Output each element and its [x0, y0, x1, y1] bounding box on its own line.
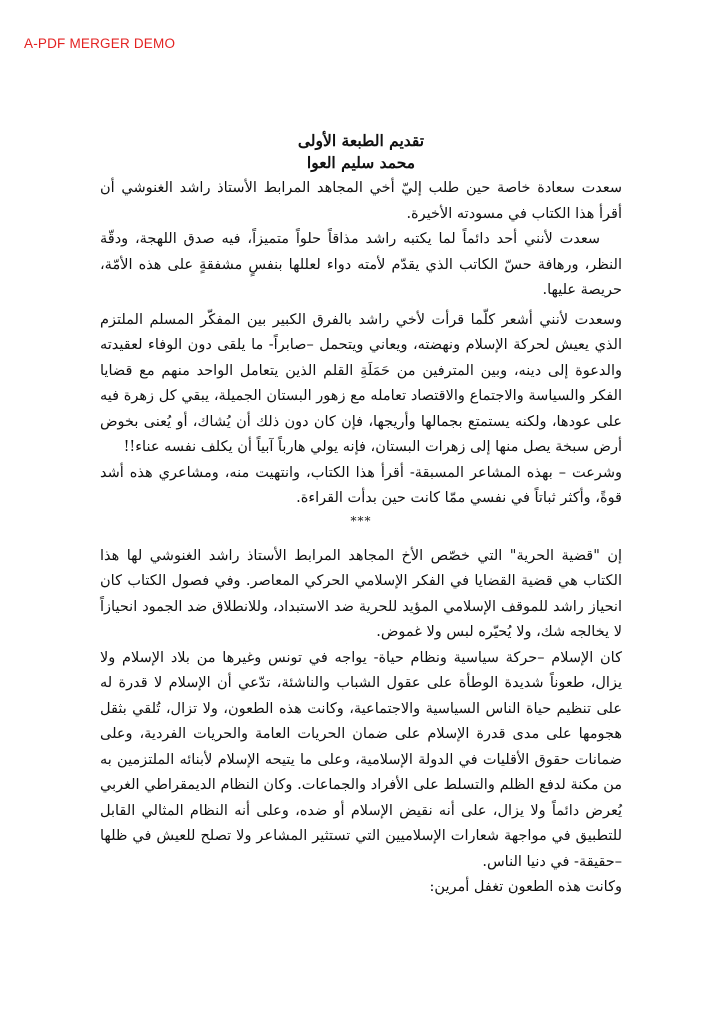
paragraph-freedom: إن "قضية الحرية" التي خصّص الأخ المجاهد المرابط الأستاذ راشد الغنوشي لها هذا الكتاب هي قضية القضايا في الفكر الإسلامي الحركي المعاصر. وفي فصول الكتاب كان انحياز راشد للموقف الإسلامي المؤيد للحرية ضد الاستبداد، وللانطلاق ضد الجمود انحيازاً لا يخالجه شك، ولا يُحيّره لبس ولا غموض.: [100, 547, 622, 640]
watermark: A-PDF MERGER DEMO: [24, 36, 176, 51]
document-page: [100, 130, 622, 901]
section-separator: ***: [350, 513, 372, 528]
paragraph-two-matters: وكانت هذه الطعون تغفل أمرين:: [429, 879, 622, 895]
paragraph-taste: سعدت لأنني أحد دائماً لما يكتبه راشد مذاقاً حلواً متميزاً، فيه صدق اللهجة، ودقّة النظر، ورهافة حسّ الكاتب الذي يقدّم لأمته دواء لعللها بنفسٍ مشفقةٍ على هذه الأمّة، حريصة عليها.: [100, 231, 622, 298]
author-name: محمد سليم العوا: [306, 153, 416, 172]
paragraph-intro: سعدت سعادة خاصة حين طلب إليّ أخي المجاهد المرابط الأستاذ راشد الغنوشي أن أقرأ هذا الكتاب في مسودته الأخيرة.: [100, 180, 622, 222]
paragraph-reading: وشرعت – بهذه المشاعر المسبقة- أقرأ هذا الكتاب، وانتهيت منه، ومشاعري هذه أشد قوةً، وأكثر ثباتاً في نفسي ممّا كانت حين بدأت القراءة.: [100, 464, 622, 506]
paragraph-thinker: وسعدت لأنني أشعر كلّما قرأت لأخي راشد بالفرق الكبير بين المفكّر المسلم الملتزم الذي يعيش لحركة الإسلام ونهضته، ويعاني ويتحمل –صابراً- ما يلقى دون الوفاء لعقيدته والدعوة إلى دينه، وبين المترفين من حَمَلَةِ القلم الذين يتعامل الواحد منهم مع قضايا الفكر والسياسة والاجتماع والاقتصاد تعامله مع زهور البستان الجميلة، يبقي كل زهرة فيه على عودها، ولكنه يستمتع بجمالها وأريجها، فإن كان دون ذلك أن يُشاك، أو يُعنى بخوض أرض سبخة يصل منها إلى زهرات البستان، فإنه يولي هارباً آبياً أن يكلف نفسه عناء!!: [100, 311, 622, 455]
paragraph-islam-politics: كان الإسلام –حركة سياسية ونظام حياة- يواجه في تونس وغيرها من بلاد الإسلام ولا يزال، طعوناً شديدة الوطأة على عقول الشباب والناشئة، تدّعي أن الإسلام لا قدرة له على تنظيم حياة الناس السياسية والاجتماعية، وكانت هذه الطعون، ولا تزال، تُلقي بثقل هجومها على مدى قدرة الإسلام على ضمان الحريات العامة والحريات الفردية، وعلى ضمانات حقوق الأقليات في الدولة الإسلامية، وعلى ما يتيحه الإسلام لأبنائه الملتزمين به من مكنة لدفع الظلم والتسلط على الأفراد والجماعات. وكان النظام الديمقراطي الغربي يُعرض دائماً ولا يزال، على أنه نقيض الإسلام أو ضده، وعلى أنه النظام المثالي القابل للتطبيق في مواجهة شعارات الإسلاميين التي تستثير المشاعر ولا تصلح للعيش في ظلها –حقيقة- في دنيا الناس.: [100, 649, 622, 870]
page-title: تقديم الطبعة الأولى: [297, 131, 425, 150]
